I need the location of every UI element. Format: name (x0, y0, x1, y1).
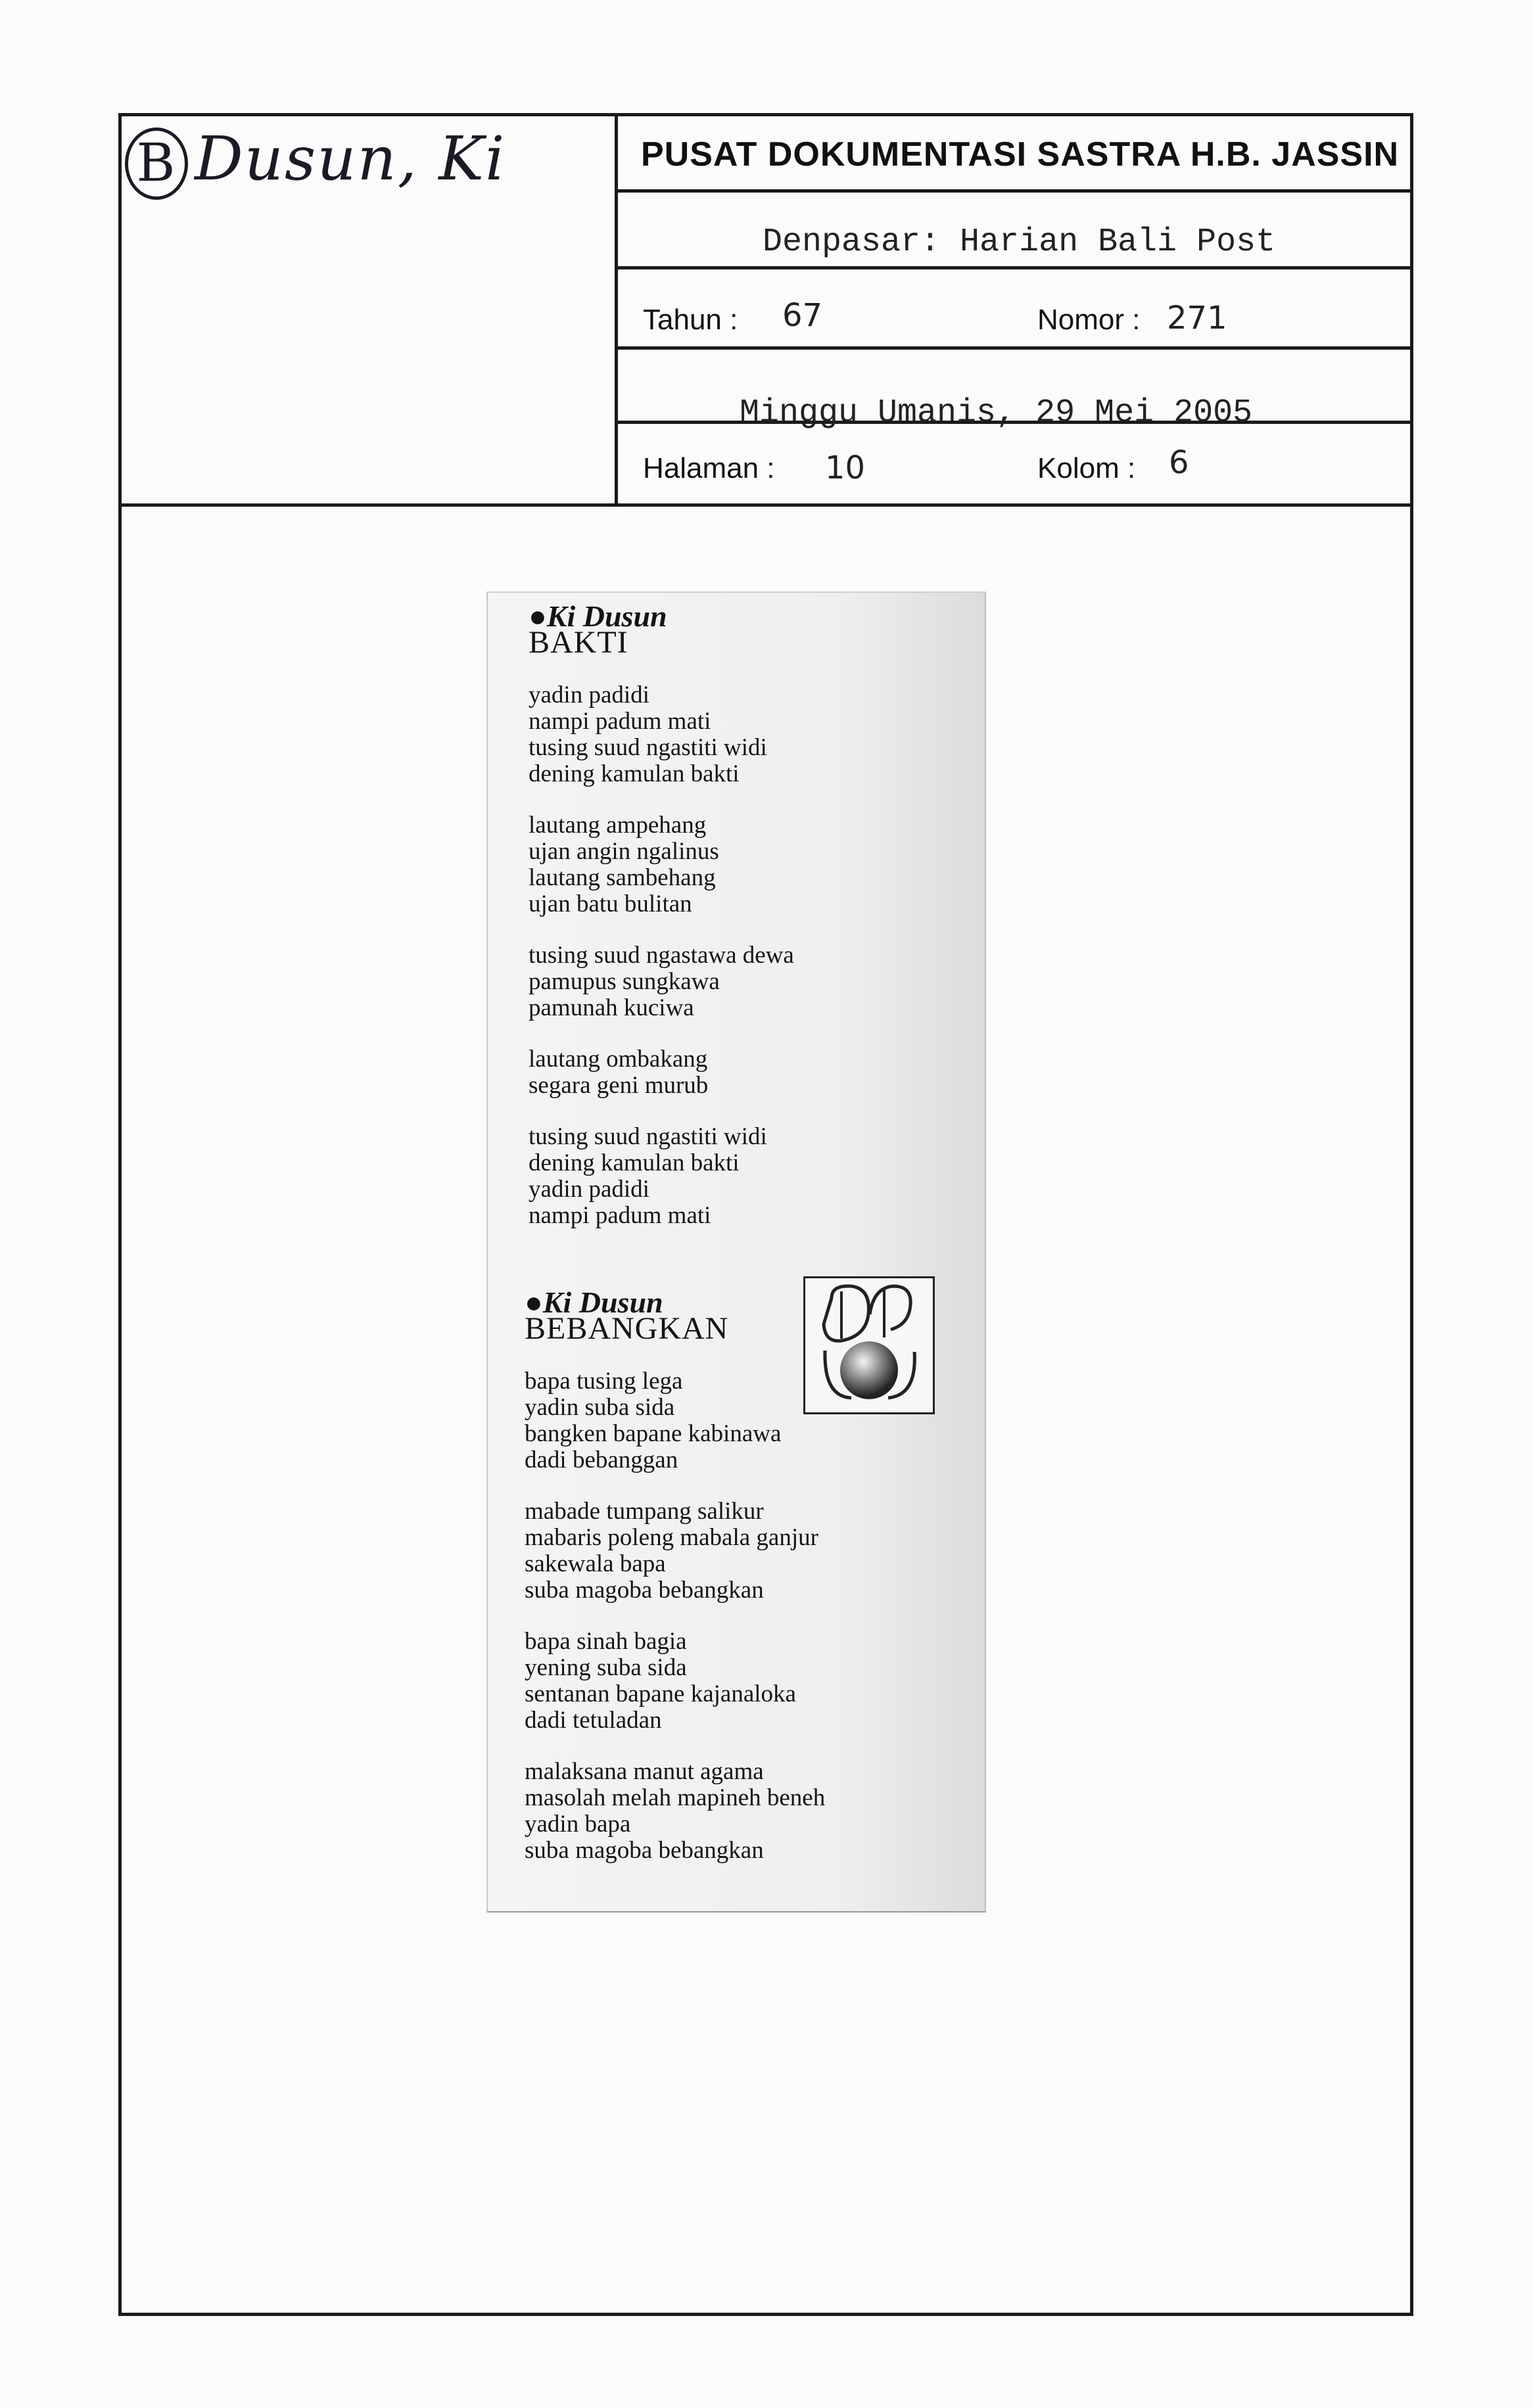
nomor-value: 271 (1167, 300, 1227, 336)
poem-line: yadin suba sida (525, 1394, 675, 1421)
poem-line: yening suba sida (525, 1654, 687, 1681)
tahun-value: 67 (782, 297, 823, 334)
poem-line: yadin padidi (529, 682, 649, 708)
poem-line: bangken bapane kabinawa (525, 1420, 782, 1447)
stanza-list (529, 682, 794, 1229)
poem-line: dadi bebanggan (525, 1447, 678, 1473)
poem-line: mabade tumpang salikur (525, 1498, 764, 1525)
author-text: Ki Dusun (546, 599, 667, 633)
publication-date: Minggu Umanis, 29 Mei 2005 (740, 394, 1253, 432)
stanza (529, 682, 794, 787)
poem-line: bapa tusing lega (525, 1368, 683, 1395)
poem-author: ●Ki Dusun (525, 1285, 663, 1319)
halaman-label: Halaman : (643, 452, 775, 484)
stanza (529, 942, 794, 1021)
poem-author: ●Ki Dusun (529, 599, 667, 633)
poem-line: dening kamulan bakti (529, 1149, 740, 1176)
newspaper-source: Denpasar: Harian Bali Post (763, 223, 1276, 261)
handwritten-author (125, 124, 506, 200)
poem-title: BAKTI (529, 625, 628, 660)
poem-line: masolah melah mapineh beneh (525, 1784, 826, 1811)
bb-logo-icon (805, 1278, 933, 1412)
poem-title: BEBANGKAN (525, 1311, 729, 1346)
poem-line: ujan angin ngalinus (529, 838, 719, 865)
poem-line: suba magoba bebangkan (525, 1577, 764, 1604)
poem-line: lautang sambehang (529, 864, 716, 891)
stanza (529, 812, 794, 917)
author-name: Dusun, Ki (195, 124, 506, 194)
nomor-label: Nomor : (1037, 304, 1141, 336)
author-text: Ki Dusun (542, 1285, 663, 1319)
poem-line: pamupus sungkawa (529, 968, 720, 995)
kolom-value: 6 (1169, 444, 1189, 481)
stanza (525, 1759, 825, 1864)
poem-line: nampi padum mati (529, 708, 711, 735)
poem-line: nampi padum mati (529, 1202, 711, 1229)
tahun-label: Tahun : (643, 304, 738, 336)
poem-line: tusing suud ngastiti widi (529, 734, 767, 761)
poem-line: sakewala bapa (525, 1550, 666, 1577)
circle-letter: B (125, 127, 188, 200)
kolom-label: Kolom : (1037, 452, 1136, 484)
poem-line: segara geni murub (529, 1072, 709, 1099)
poem-line: dening kamulan bakti (529, 760, 740, 787)
poem-line: tusing suud ngastiti widi (529, 1123, 767, 1150)
poem-line: suba magoba bebangkan (525, 1837, 764, 1864)
poem-line: malaksana manut agama (525, 1758, 764, 1785)
poem-line: mabaris poleng mabala ganjur (525, 1524, 818, 1551)
header-divider-1 (618, 189, 1413, 193)
stanza-list (525, 1368, 825, 1864)
poem-line: dadi tetuladan (525, 1707, 662, 1734)
stanza (525, 1498, 825, 1604)
newspaper-clipping (486, 591, 986, 1912)
stanza (529, 1124, 794, 1229)
bali-post-logo (803, 1276, 935, 1414)
header-divider-3 (618, 346, 1413, 350)
poem-line: lautang ombakang (529, 1046, 708, 1073)
poem-line: sentanan bapane kajanaloka (525, 1680, 796, 1707)
poem-line: tusing suud ngastawa dewa (529, 942, 794, 969)
header-divider-2 (618, 266, 1413, 269)
stanza (525, 1629, 825, 1734)
poem-line: yadin padidi (529, 1176, 649, 1203)
stanza (529, 1046, 794, 1099)
poem-line: ujan batu bulitan (529, 891, 692, 917)
poem-bebangkan (525, 1285, 826, 1889)
poem-line: yadin bapa (525, 1811, 631, 1838)
poem-line: lautang ampehang (529, 812, 707, 839)
header-bottom-rule (118, 503, 1413, 507)
poem-line: bapa sinah bagia (525, 1628, 687, 1655)
halaman-value: 10 (825, 450, 866, 486)
poem-bakti (529, 599, 794, 1254)
stanza (525, 1368, 825, 1473)
institution-title: PUSAT DOKUMENTASI SASTRA H.B. JASSIN (641, 135, 1400, 174)
poem-line: pamunah kuciwa (529, 994, 694, 1021)
